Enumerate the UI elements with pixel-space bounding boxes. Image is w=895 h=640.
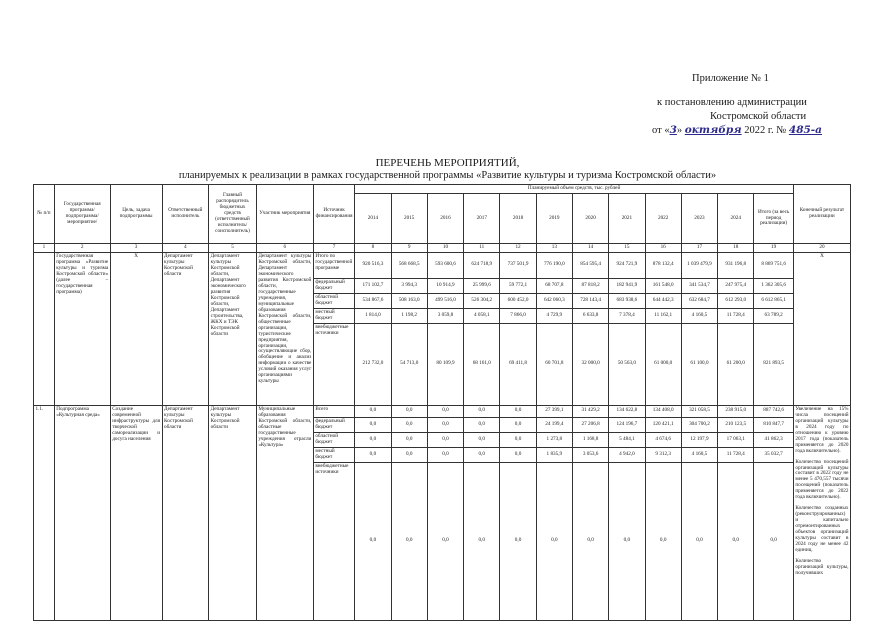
value-cell: 182 941,9 [609,278,645,293]
value-cell: 212 732,0 [355,323,391,405]
header-num: № п/п [34,185,55,244]
value-cell: 238 915,0 [718,405,754,417]
value-cell: 0,0 [464,405,500,417]
value-cell: 0,0 [718,462,754,620]
program-row-total [34,252,851,278]
value-cell: 0,0 [391,447,427,462]
value-cell: 0,0 [500,432,536,447]
value-cell: 499 516,0 [427,293,463,308]
result-paragraph: Увеличение на 15% числа посещений организаций культуры в 2024 году по отношению к уровню 2017 года (показатель применяется до 2020 года включительно). [795,405,849,454]
value-cell: 134 622,8 [609,405,645,417]
value-cell: 210 123,5 [718,417,754,432]
column-number: 17 [681,244,717,253]
value-cell: 534 867,6 [355,293,391,308]
header-year-2021: 2021 [609,194,645,244]
value-cell: 4 674,6 [645,432,681,447]
value-cell: 7 866,0 [500,308,536,323]
source-label: областной бюджет [313,293,354,308]
column-number: 3 [110,244,162,253]
value-cell: 0,0 [500,405,536,417]
value-cell: 68 161,0 [464,323,500,405]
value-cell: 321 058,5 [681,405,717,417]
value-cell: 0,0 [645,462,681,620]
value-cell: 11 162,1 [645,308,681,323]
subprogram-num-cell: 1.1. [34,405,55,620]
value-cell: 508 163,0 [391,293,427,308]
value-cell: 920 516,3 [355,252,391,278]
value-cell: 624 718,9 [464,252,500,278]
value-cell: 50 563,0 [609,323,645,405]
value-cell: 4 160,5 [681,308,717,323]
header-year-2018: 2018 [500,194,536,244]
total-cell: 821 893,5 [754,323,794,405]
subprogram-participant-cell: Муниципальные образования Костромской области, областные государственные учреждения отрасли «Культура» [256,405,313,620]
source-label: Итого по государственной программе [313,252,354,278]
value-cell: 924 721,9 [609,252,645,278]
value-cell: 1 039 479,9 [681,252,717,278]
header-year-2017: 2017 [464,194,500,244]
value-cell: 878 132,4 [645,252,681,278]
source-label: Всего [313,405,354,417]
source-label: местный бюджет [313,447,354,462]
value-cell: 568 668,5 [391,252,427,278]
value-cell: 12 197,9 [681,432,717,447]
column-number: 12 [500,244,536,253]
value-cell: 0,0 [427,432,463,447]
value-cell: 61 100,0 [681,323,717,405]
value-cell: 161 548,0 [645,278,681,293]
value-cell: 171 102,7 [355,278,391,293]
column-number: 1 [34,244,55,253]
total-cell: 887 742,6 [754,405,794,417]
header-result: Конечный результат реализации [793,185,850,244]
value-cell: 0,0 [427,417,463,432]
value-cell: 642 060,3 [536,293,572,308]
header-budget-manager: Главный распорядитель бюджетных средств (ответственный исполнитель/соисполнитель) [209,185,257,244]
source-label: местный бюджет [313,308,354,323]
result-paragraph: Количество посещений организаций культуры составит в 2022 году не менее 5 470,557 тысячи посещений (показатель применяется до 2022 года включительно). [795,458,849,501]
value-cell: 4 942,0 [609,447,645,462]
value-cell: 68 707,8 [536,278,572,293]
value-cell: 61 200,0 [718,323,754,405]
value-cell: 31 429,2 [572,405,608,417]
result-paragraph: Количество созданных (реконструированных) и капитально отремонтированных объектов организаций культуры составит в 2024 году не менее 42 единиц. [795,505,849,554]
header-year-2016: 2016 [427,194,463,244]
total-cell: 41 862,3 [754,432,794,447]
header-year-2020: 2020 [572,194,608,244]
document-title: ПЕРЕЧЕНЬ МЕРОПРИЯТИЙ, [375,157,520,169]
program-goal-cell: X [110,252,162,405]
value-cell: 776 190,0 [536,252,572,278]
value-cell: 612 293,0 [718,293,754,308]
header-total: Итого (за весь период реализации) [754,194,794,244]
value-cell: 6 633,8 [572,308,608,323]
value-cell: 69 411,8 [500,323,536,405]
value-cell: 0,0 [391,405,427,417]
value-cell: 0,0 [464,417,500,432]
value-cell: 1 168,8 [572,432,608,447]
total-cell: 63 789,2 [754,308,794,323]
header-year-2014: 2014 [355,194,391,244]
value-cell: 27 399,1 [536,405,572,417]
header-year-2019: 2019 [536,194,572,244]
value-cell: 32 000,0 [572,323,608,405]
column-number: 8 [355,244,391,253]
column-number: 15 [609,244,645,253]
resolution-line: к постановлению администрации [657,97,807,108]
value-cell: 4 160,5 [681,447,717,462]
program-result-cell: X [793,252,850,405]
column-number: 20 [793,244,850,253]
value-cell: 0,0 [609,462,645,620]
total-cell: 0,0 [754,462,794,620]
program-num-cell [34,252,55,405]
value-cell: 0,0 [427,405,463,417]
column-number-row [34,244,851,253]
value-cell: 737 501,9 [500,252,536,278]
column-number: 16 [645,244,681,253]
header-volume-group: Планируемый объем средств, тыс. рублей [355,185,794,194]
value-cell: 87 818,2 [572,278,608,293]
program-participant-cell: Департамент культуры Костромской области, Департамент экономического развития Костромской области, государственные учреждения, муниципальные образования Костромской области, общественные организации, туристические предприятия, организации, осуществляющие сбор, обобщение и анализ информации о качестве условий оказания услуг организациями культуры [256,252,313,405]
value-cell: 728 143,4 [572,293,608,308]
value-cell: 0,0 [572,462,608,620]
header-year-2024: 2024 [718,194,754,244]
value-cell: 1 273,8 [536,432,572,447]
value-cell: 7 378,4 [609,308,645,323]
value-cell: 54 713,0 [391,323,427,405]
value-cell: 27 206,8 [572,417,608,432]
value-cell: 0,0 [500,447,536,462]
total-cell: 8 869 751,6 [754,252,794,278]
column-number: 6 [256,244,313,253]
date-day: 3 [669,124,677,136]
header-year-2022: 2022 [645,194,681,244]
column-number: 4 [162,244,209,253]
value-cell: 0,0 [464,462,500,620]
value-cell: 1 814,0 [355,308,391,323]
value-cell: 0,0 [427,462,463,620]
column-number: 2 [54,244,110,253]
value-cell: 59 772,1 [500,278,536,293]
value-cell: 304 700,2 [681,417,717,432]
header-sources: Источник финансирования [313,185,354,244]
value-cell: 0,0 [355,462,391,620]
header-executor: Ответственный исполнитель [162,185,209,244]
subprogram-goal-cell: Создание современной инфраструктуры для творческой самореализации и досуга населения [110,405,162,620]
value-cell: 11 728,4 [718,447,754,462]
column-number: 19 [754,244,794,253]
region-line: Костромской области [710,111,807,122]
date-year: 2022 г. № [741,125,787,136]
date-prefix: от « [652,125,670,136]
value-cell: 61 000,0 [645,323,681,405]
value-cell: 5 484,1 [609,432,645,447]
subprogram-budget-manager-cell: Департамент культуры Костромской области [209,405,257,620]
program-executor-cell: Департамент культуры Костромской области [162,252,209,405]
value-cell: 1 835,9 [536,447,572,462]
date-month: октября [684,124,742,136]
value-cell: 0,0 [355,417,391,432]
value-cell: 644 442,3 [645,293,681,308]
value-cell: 0,0 [464,447,500,462]
value-cell: 3 994,3 [391,278,427,293]
value-cell: 0,0 [464,432,500,447]
value-cell: 9 312,3 [645,447,681,462]
value-cell: 854 595,4 [572,252,608,278]
value-cell: 124 196,7 [609,417,645,432]
value-cell: 60 701,8 [536,323,572,405]
value-cell: 0,0 [500,417,536,432]
value-cell: 593 600,6 [427,252,463,278]
value-cell: 0,0 [391,432,427,447]
document-subtitle: планируемых к реализации в рамках государственной программы «Развитие культуры и туризма Костромской области» [178,170,717,181]
source-label: внебюджетные источники [313,462,354,620]
value-cell: 4 729,9 [536,308,572,323]
value-cell: 931 196,8 [718,252,754,278]
column-number: 7 [313,244,354,253]
column-number: 11 [464,244,500,253]
value-cell: 17 063,1 [718,432,754,447]
source-label: федеральный бюджет [313,278,354,293]
header-year-2023: 2023 [681,194,717,244]
source-label: внебюджетные источники [313,323,354,405]
total-cell: 810 847,7 [754,417,794,432]
value-cell: 632 684,7 [681,293,717,308]
value-cell: 341 534,7 [681,278,717,293]
column-number: 13 [536,244,572,253]
value-cell: 24 199,4 [536,417,572,432]
column-number: 18 [718,244,754,253]
value-cell: 25 999,6 [464,278,500,293]
total-cell: 6 612 865,1 [754,293,794,308]
value-cell: 1 198,2 [391,308,427,323]
program-budget-manager-cell: Департамент культуры Костромской области, Департамент экономического развития Костромской области, Департамент строительства, ЖКХ и ТЭК Костромской области [209,252,257,405]
value-cell: 134 408,0 [645,405,681,417]
measures-table [33,184,851,621]
value-cell: 0,0 [355,432,391,447]
subprogram-result-cell [793,405,850,620]
value-cell: 0,0 [391,417,427,432]
column-number: 9 [391,244,427,253]
total-cell: 35 032,7 [754,447,794,462]
column-number: 14 [572,244,608,253]
result-paragraph: Количество организаций культуры, получивших [795,558,849,576]
program-name-cell: Государственная программа «Развитие культуры и туризма Костромской области» (далее – государственная программа) [54,252,110,405]
value-cell: 0,0 [500,462,536,620]
value-cell: 3 059,8 [427,308,463,323]
value-cell: 0,0 [427,447,463,462]
value-cell: 120 421,1 [645,417,681,432]
value-cell: 4 058,1 [464,308,500,323]
header-program: Государственная программа/ подпрограмма/ мероприятие/ [54,185,110,244]
value-cell: 0,0 [355,405,391,417]
value-cell: 0,0 [391,462,427,620]
value-cell: 3 053,6 [572,447,608,462]
value-cell: 526 304,2 [464,293,500,308]
subprogram-executor-cell: Департамент культуры Костромской области [162,405,209,620]
value-cell: 0,0 [355,447,391,462]
date-line [652,124,822,136]
date-mid: » [676,125,685,136]
value-cell: 10 914,9 [427,278,463,293]
total-cell: 1 362 305,6 [754,278,794,293]
annex-title: Приложение № 1 [692,73,769,84]
header-year-2015: 2015 [391,194,427,244]
header-participant: Участник мероприятия [256,185,313,244]
value-cell: 0,0 [681,462,717,620]
column-number: 10 [427,244,463,253]
value-cell: 600 452,0 [500,293,536,308]
value-cell: 11 728,4 [718,308,754,323]
date-number: 485-а [788,124,822,136]
value-cell: 80 109,9 [427,323,463,405]
value-cell: 0,0 [536,462,572,620]
subprogram-name-cell: Подпрограмма «Культурная среда» [54,405,110,620]
source-label: федеральный бюджет [313,417,354,432]
value-cell: 247 975,4 [718,278,754,293]
header-goal: Цель, задача подпрограммы [110,185,162,244]
source-label: областной бюджет [313,432,354,447]
value-cell: 683 938,6 [609,293,645,308]
subprogram-row-total [34,405,851,417]
column-number: 5 [209,244,257,253]
header-row-1 [34,185,851,194]
